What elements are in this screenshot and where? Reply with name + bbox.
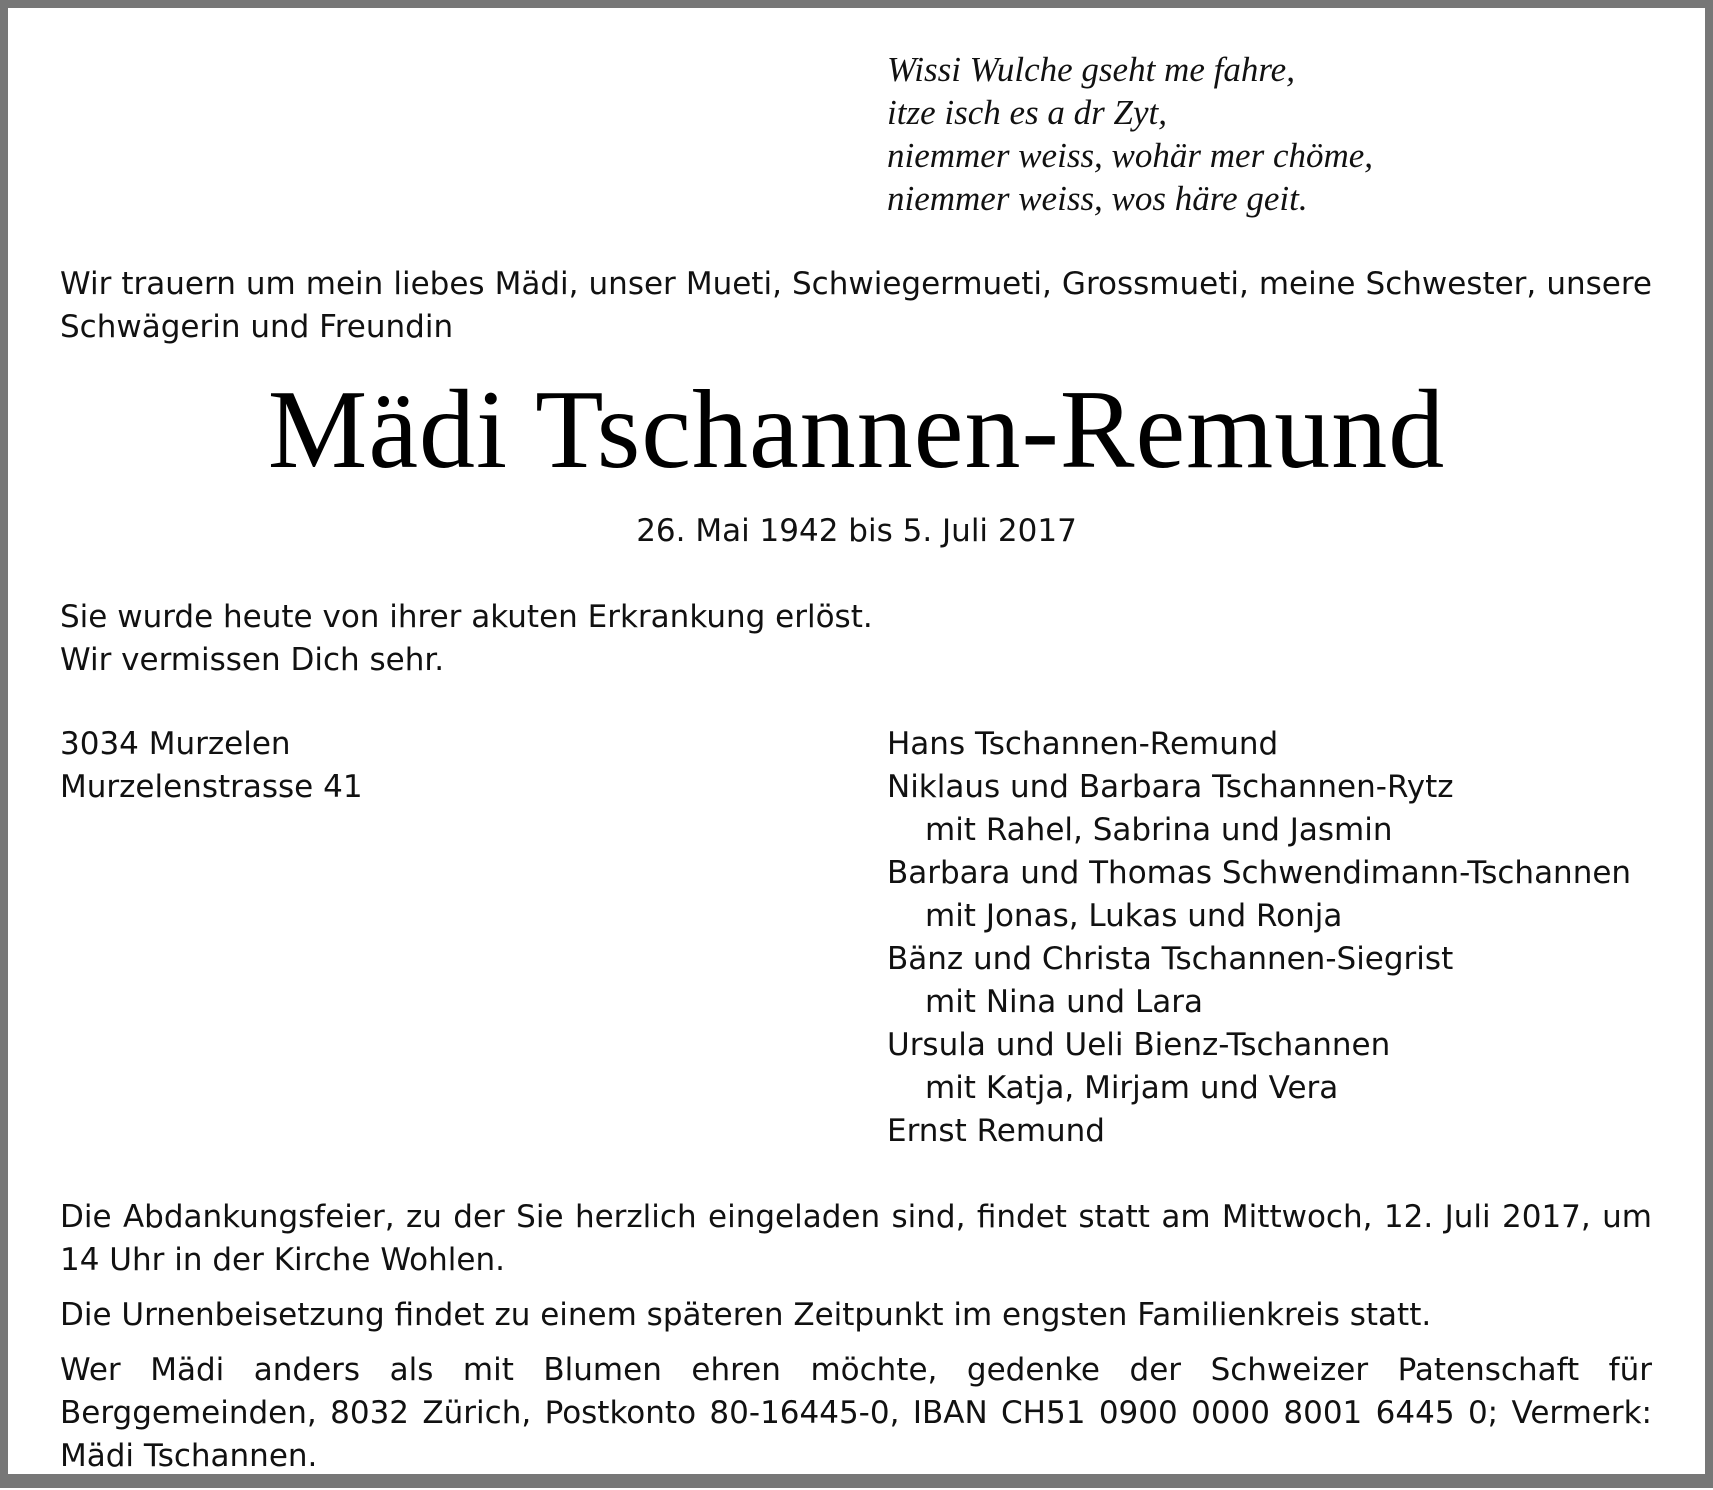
family-list [887, 723, 1687, 1153]
motto-line: niemmer weiss, wohär mer chöme, [887, 136, 1374, 175]
family-member: Hans Tschannen-Remund [887, 726, 1279, 762]
motto-line: Wissi Wulche gseht me fahre, [887, 50, 1295, 89]
mourner-address [60, 723, 760, 809]
family-member: Bänz und Christa Tschannen-Siegrist [887, 941, 1454, 977]
donation-notice: Wer Mädi anders als mit Blumen ehren möchte, gedenke der Schweizer Patenschaft für Berggemeinden, 8032 Zürich, Postkonto 80-16445-0, IBAN CH51 0900 0000 8001 6445 0; Vermerk: Mädi Tschannen. [60, 1352, 1652, 1474]
closing-notes [60, 1196, 1652, 1490]
relief-line: Wir vermissen Dich sehr. [60, 642, 445, 678]
family-children: mit Jonas, Lukas und Ronja [925, 898, 1343, 934]
urn-notice: Die Urnenbeisetzung findet zu einem späteren Zeitpunkt im engsten Familienkreis statt. [60, 1297, 1432, 1333]
intro-text: Wir trauern um mein liebes Mädi, unser Mueti, Schwiegermueti, Grossmueti, meine Schwester, unsere Schwägerin und Freundin [60, 266, 1652, 345]
motto-line: itze isch es a dr Zyt, [887, 93, 1167, 132]
deceased-name: Mädi Tschannen-Remund [267, 368, 1446, 492]
family-member: Niklaus und Barbara Tschannen-Rytz [887, 769, 1454, 805]
family-member: Ursula und Ueli Bienz-Tschannen [887, 1027, 1391, 1063]
address-city: 3034 Murzelen [60, 726, 291, 762]
family-children: mit Rahel, Sabrina und Jasmin [925, 812, 1393, 848]
family-member: Barbara und Thomas Schwendimann-Tschannen [887, 855, 1632, 891]
motto-line: niemmer weiss, wos häre geit. [887, 179, 1308, 218]
family-member: Ernst Remund [887, 1113, 1105, 1149]
relief-line: Sie wurde heute von ihrer akuten Erkrankung erlöst. [60, 599, 873, 635]
relief-statement [60, 596, 1060, 682]
life-dates: 26. Mai 1942 bis 5. Juli 2017 [636, 513, 1077, 549]
address-street: Murzelenstrasse 41 [60, 769, 363, 805]
ceremony-notice: Die Abdankungsfeier, zu der Sie herzlich eingeladen sind, findet statt am Mittwoch, 12. Juli 2017, um 14 Uhr in der Kirche Wohlen. [60, 1199, 1652, 1278]
motto-verse [887, 48, 1373, 220]
family-children: mit Katja, Mirjam und Vera [925, 1070, 1339, 1106]
family-children: mit Nina und Lara [925, 984, 1203, 1020]
